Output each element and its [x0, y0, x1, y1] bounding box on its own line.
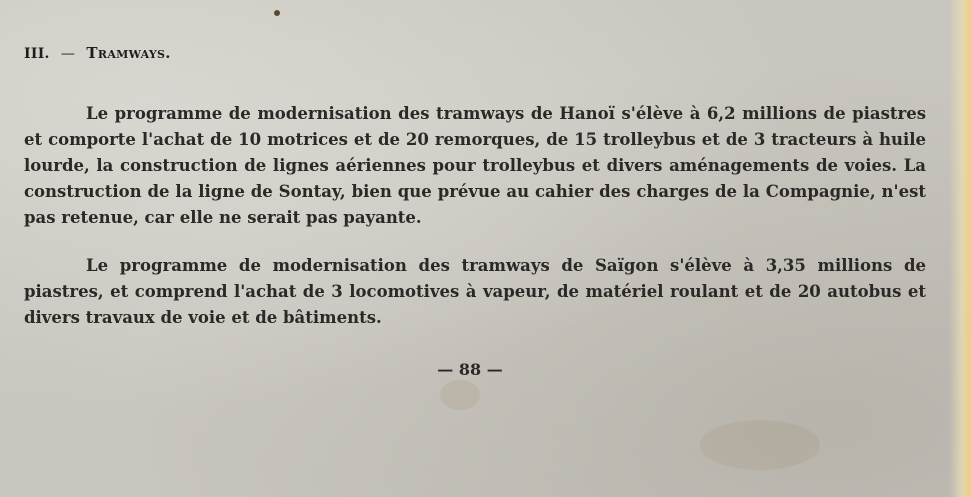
ink-spot: [274, 10, 280, 16]
page-number: — 88 —: [437, 360, 503, 379]
paper-stain: [440, 380, 480, 410]
section-dash: —: [60, 46, 76, 62]
paper-stain: [700, 420, 820, 470]
section-title: Tramways.: [86, 44, 171, 62]
section-heading: [24, 44, 171, 62]
paragraph-hanoi: Le programme de modernisation des tramways de Hanoï s'élève à 6,2 millions de piastres et comporte l'achat de 10 motrices et de 20 remorques, de 15 trolleybus et de 3 tracteurs à huile lourde, la construction de lignes aériennes pour trolleybus et divers aménagements de voies. La construction de la ligne de Sontay, bien que prévue au cahier des charges de la Compagnie, n'est pas retenue, car elle ne serait pas payante.: [24, 104, 926, 227]
paragraph-saigon: Le programme de modernisation des tramways de Saïgon s'élève à 3,35 millions de piastres, et comprend l'achat de 3 locomotives à vapeur, de matériel roulant et de 20 autobus et divers travaux de voie et de bâtiments.: [24, 256, 926, 327]
page-edge: [949, 0, 971, 497]
section-number: III.: [24, 46, 50, 62]
